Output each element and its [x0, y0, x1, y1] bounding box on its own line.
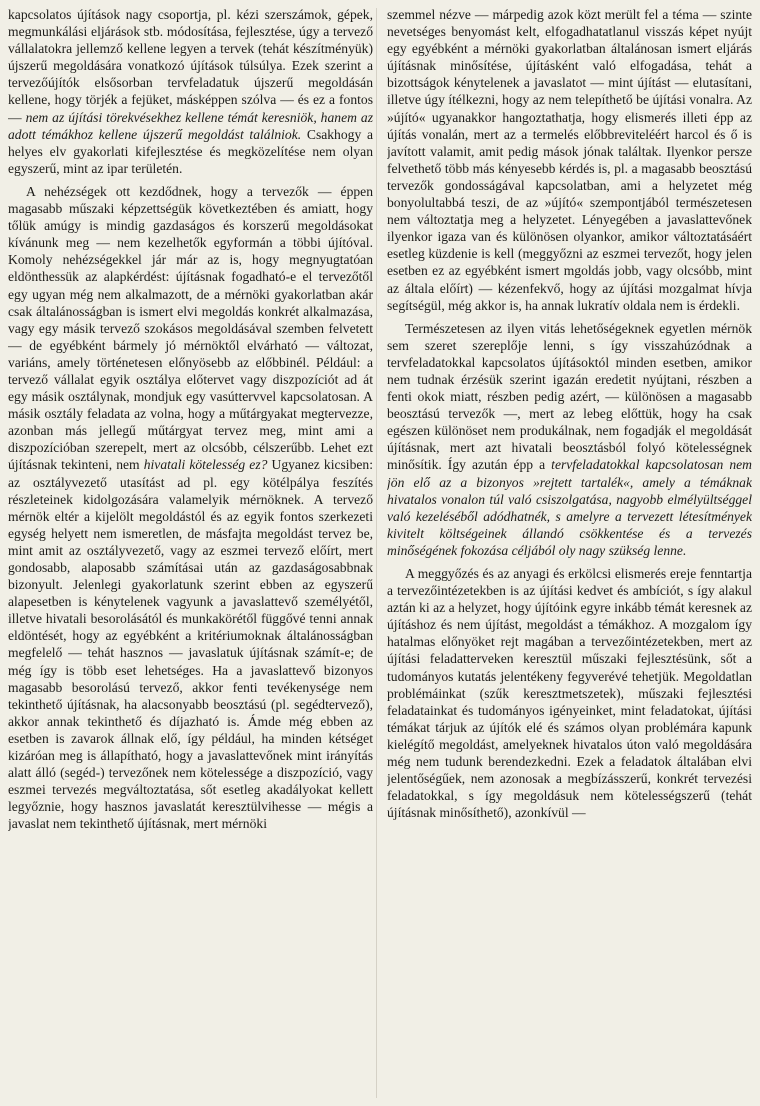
paragraph-text: Természetesen az ilyen vitás lehetőségeknek egyetlen mérnök sem szeret szereplője lenni, s így visszahúzódnak a tervfeladatokkal kapcsolatos újításoktól minden esetben, amikor nem tudnak érzésük szerint igazán eredetit nyújtani, részben a fenti okok miatt, részben pedig azért, — különösen a magasabb beosztású tervezők —, mert az lebeg előttük, hogy ha csak egészen különöset nem produkálnak, nem fogadják el megoldását újításnak, mert azt hivatali beosztásból folyó kötelességnek minősítik. Így azután épp a: [387, 320, 752, 473]
paragraph: [387, 6, 752, 314]
paragraph: [387, 565, 752, 821]
paragraph-text: szemmel nézve — márpedig azok közt merült fel a téma — szinte nevetséges benyomást kelt, elfogadhatatlanul visszás képet nyújt egy egyébként a mérnöki gyakorlatban általánosan ismert eljárás újításnak minősítése, újításként való elfogadása, tehát a bizottságok kénytelenek a javaslatot — mint újítást — elutasítani, illetve úgy ítélkezni, hogy az nem telepíthető be újítási vonalra. Az »újító« ugyanakkor hangoztathatja, hogy elismerés illeti épp az újítás vonalán, mert az a termelés előbbreviteléért harcol és ő is javított valamit, amit pedig mások jónak találtak. Ilyenkor persze felvethető több más kényesebb kérdés is, pl. a magasabb beosztású tervezők gondosságával kapcsolatban, ami a helyzetet még bonyolultabbá teszi, de az »újító« szempontjából természetesen nem változtatja meg a helyzetet. Lényegében a javaslattevőnek ilyenkor igaza van és különösen olyankor, amikor változtatásáért esetleg küzdenie is kell (meggyőzni az eszmei tervezőt, hogy jelen esetben ez az egyébként ismert mgoldás jobb, vagy olcsóbb, mint az általa előírt) — kézenfekvő, hogy az újítási mozgalmat hívja segítségül, még akkor is, ha annak lukratív oldala nem is érdekli.: [387, 7, 752, 313]
emphasis-text: tervfeladatokkal kapcsolatosan nem jön elő az a bizonyos »rejtett tartalék«, amely a témáknak hivatalos vonalon túl való csiszolgatása, nagyobb elmélyültséggel való kezeléséből adódhatnék, s amelyre a tervezett létesítmények kivitelt költségeinek állandó csökkentése és a tervezés minőségének fokozása céljából oly nagy szükség lenne.: [387, 457, 752, 558]
paragraph-text: Csakhogy a helyes elv gyakorlati kifejlesztése és megközelítése nem olyan egyszerű, mint az ipar területén.: [8, 126, 373, 176]
column-divider: [376, 8, 377, 1098]
paragraph: [8, 183, 373, 833]
paragraph: [387, 320, 752, 559]
right-column: [387, 6, 752, 1106]
emphasis-text: nem az újítási törekvésekhez kellene témát keresniök, hanem az adott témákhoz kellene újszerű megoldást találniok.: [8, 109, 373, 142]
paragraph-text: A meggyőzés és az anyagi és erkölcsi elismerés ereje fenntartja a tervezőintézetekben is az újítási kedvet és ambíciót, s így alakul aztán ki az a helyzet, hogy újítóink egyre inkább témát keresnek az újításhoz és nem újítást, megoldást a témákhoz. A mozgalom így hatalmas előnyöket rejt magában a tervezőintézetekben, mert az újítási feladatterveken keresztül műszaki fejlesztésünk, sőt a tudományos kutatás jelentékeny fegyverévé tehetjük. Megoldatlan problémáinkat (szűk keresztmetszetek), műszaki fejlesztési feladatainkat és tudományos igényeinket, mint feladatokat, újítási témákat tárjuk az újítók elé és számos olyan problémára kapunk kielégítő megoldást, amelyeknek hivatalos úton való megoldására még nem tudunk berendezkedni. Ezek a feladatok általában elvi jelentőségűek, nem azonosak a megbízásszerű, konkrét tervezési feladatokkal, s így megoldásuk nem kötelességszerű (tehát újításnak minősíthető), azonkívül —: [387, 566, 752, 821]
paragraph-text: A nehézségek ott kezdődnek, hogy a tervezők — éppen magasabb műszaki képzettségük következtében és amiatt, hogy tőlük amúgy is mindig gazdaságos és korszerű megoldásokat kívánunk meg — nem kezelhetők egyformán a többi újítóval. Komoly nehézségekkel jár már az is, hogy megnyugtatóan eldönthessük az alapkérdést: újításnak fogadható-e el tervezőtől egy ugyan még nem alkalmazott, de a mérnöki gyakorlatban akár csak általánosságban is ismert elvi megoldás konkrét alkalmazása, vagy egy másik tervező szokásos megoldásával szemben felvetett — de egyébként bármely jó mérnöktől elvárható — változat, variáns, amely történetesen előnyösebb az előbbinél. Például: a tervező vállalat egyik osztálya előtervet vagy diszpozíciót ad át egy másik osztálynak, mondjuk egy vasúttervvel kapcsolatosan. A másik osztály feladata az volna, hogy a műtárgyakat megtervezze, azonban más jellegű műtárgyat tervez meg, mint ami a diszpozícióban szerepelt, mert az olcsóbb, célszerűbb. Lehet ezt újításnak tekinteni, nem: [8, 183, 373, 473]
paragraph: [8, 6, 373, 177]
emphasis-text: hivatali kötelesség ez?: [143, 457, 268, 473]
paragraph-text: kapcsolatos újítások nagy csoportja, pl. kézi szerszámok, gépek, megmunkálási eljárások stb. módosítása, fejlesztése, úgy a tervező vállalatokra jellemző kellene legyen a tervek (tehát készítményük) újszerű megoldására vonatkozó újítások túlsúlya. Ezek szerint a tervezőújítók elsősorban tervfeladatuk újszerű megoldásán kellene, hogy törjék a fejüket, másképpen szólva — és ez a fontos —: [8, 7, 373, 125]
paragraph-text: Ugyanez kicsiben: az osztályvezető utasítást ad pl. egy kötélpálya feszítés részleteinek kidolgozására valamelyik mérnöknek. A tervező mérnök eltér a kijelölt megoldástól és az egyik fontos szerkezeti egység helyett nem ismeretlen, de másfajta megoldást tervez be, mint amit az osztályvezető, vagy az eszmei tervező előírt, mert gondosabb, alaposabb számításai után az gazdaságosabbnak bizonyult. Jelenlegi gyakorlatunk szerint ebben az egyszerű alapesetben is kénytelenek vagyunk a javaslattevő személyétől, illetve hivatali besorolásától és munkakörétől függővé tenni annak eldöntését, hogy az egyébként a kritériumoknak általánosságban megfelelő — tehát hasznos — javaslatuk újításnak számít-e; de még így is több eset lehetséges. Ha a javaslattevő bizonyos magasabb besorolású tervező, akkor fenti tevékenysége nem tekinthető újításnak, ha alacsonyabb beosztású (pl. segédtervező), akkor annak tekinthető és díjazható is. Ámde még ebben az esetben is zavarok állnak elő, így például, ha minden kétséget kizáróan meg is állapítható, hogy a javaslattevőnek mint irányítás alatt álló (segéd-) tervezőnek nem kötelessége a diszpozíció, vagy eszmei tervezés megváltoztatása, sőt esetleg akadályokat kellett legyőznie, hogy hasznos javaslatát keresztülvihesse — mégis a javaslat nem tekinthető újításnak, mert mérnöki: [8, 457, 373, 832]
left-column: [8, 6, 373, 1106]
